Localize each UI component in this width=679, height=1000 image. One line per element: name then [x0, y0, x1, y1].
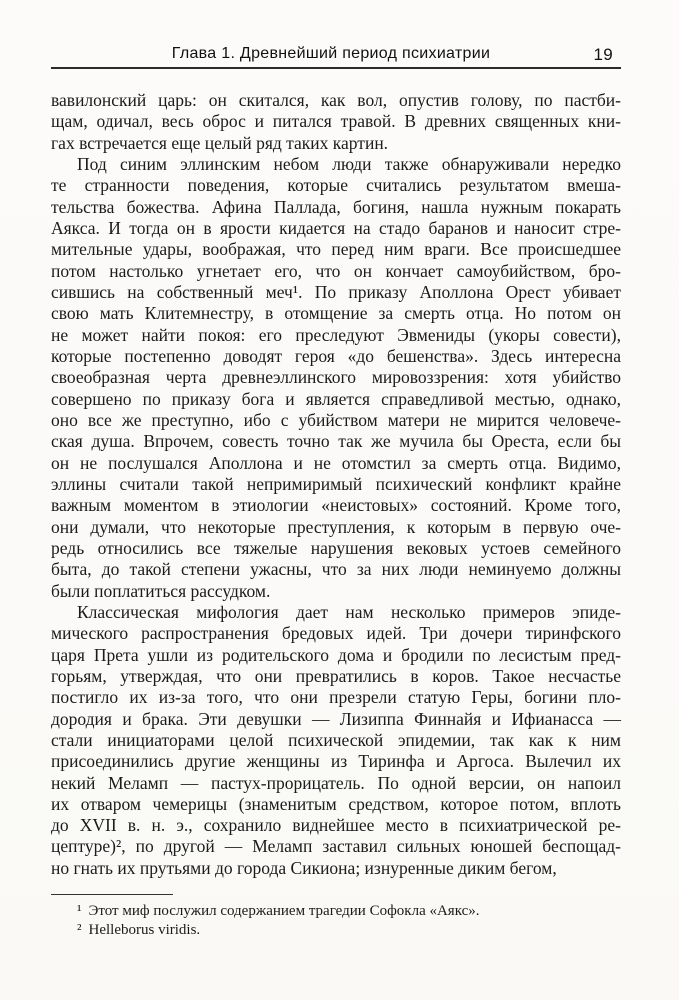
- text-line: оно все же преступно, ибо с убийством матери не мирится человече-: [51, 409, 621, 430]
- text-line: сившись на собственный меч¹. По приказу Аполлона Орест убивает: [51, 281, 621, 302]
- running-head: [51, 0, 621, 65]
- text-line: дородия и брака. Эти девушки — Лизиппа Финнайя и Ифианасса —: [51, 708, 621, 729]
- footnote-rule: [51, 894, 173, 895]
- chapter-title: Глава 1. Древнейший период психиатрии: [171, 45, 491, 62]
- text-line: те странности поведения, которые считались результатом вмеша-: [51, 175, 621, 196]
- text-line: царя Прета ушли из родительского дома и бродили по лесистым пред-: [51, 644, 621, 665]
- text-line: которые постепенно доводят героя «до бешенства». Здесь интересна: [51, 345, 621, 366]
- text-line: не может найти покоя: его преследуют Эвмениды (укоры совести),: [51, 324, 621, 345]
- footnote-marker: ¹: [77, 903, 82, 920]
- text-line: мительные удары, воображая, что перед ним враги. Все происшедшее: [51, 239, 621, 260]
- text-line: горьям, утверждая, что они превратились в коров. Такое несчастье: [51, 665, 621, 686]
- text-line: тельства божества. Афина Паллада, богиня, нашла нужным покарать: [51, 196, 621, 217]
- page-number: 19: [593, 45, 613, 64]
- footnote-list: [51, 902, 621, 940]
- text-line: свою мать Клитемнестру, в отомщение за смерть отца. Но потом он: [51, 303, 621, 324]
- text-line: быта, до такой степени ужасны, что за них люди неминуемо должны: [51, 559, 621, 580]
- text-line: присоединились другие женщины из Тиринфа и Аргоса. Вылечил их: [51, 751, 621, 772]
- text-line: своеобразная черта древнеэллинского мировоззрения: хотя убийство: [51, 367, 621, 388]
- text-line: мического распространения бредовых идей. Три дочери тиринфского: [51, 623, 621, 644]
- text-line: гах встречается еще целый ряд таких картин.: [51, 132, 389, 153]
- text-line: цептуре)², по другой — Меламп заставил сильных юношей беспощад-: [51, 836, 621, 857]
- text-line: их отваром чемерицы (знаменитым средством, которое потом, вплоть: [51, 793, 621, 814]
- text-line: эллины считали такой непримиримый психический конфликт крайне: [51, 473, 621, 494]
- text-line: он не послушался Аполлона и не отомстил за смерть отца. Видимо,: [51, 452, 621, 473]
- text-line: щам, одичал, весь оброс и питался травой. В древних священных кни-: [51, 111, 621, 132]
- text-line: были поплатиться рассудком.: [51, 580, 271, 601]
- text-line: Под синим эллинским небом люди также обнаруживали нередко: [77, 153, 621, 174]
- text-line: до XVII в. н. э., сохранило виднейшее место в психиатрической ре-: [51, 815, 621, 836]
- text-line: совершено по приказу бога и является справедливой местью, однако,: [51, 388, 621, 409]
- text-line: ская душа. Впрочем, совесть точно так же мучила бы Ореста, если бы: [51, 431, 621, 452]
- text-line: потом настолько угнетает его, что он кончает самоубийством, бро-: [51, 260, 621, 281]
- footnote-marker: ²: [77, 922, 82, 939]
- text-line: важным моментом в этиологии «неистовых» состояний. Кроме того,: [51, 495, 621, 516]
- text-line: Аякса. И тогда он в ярости кидается на стадо баранов и наносит стре-: [51, 217, 621, 238]
- footnote-text: Этот миф послужил содержанием трагедии Софокла «Аякс».: [88, 903, 480, 920]
- body-text: [51, 90, 621, 879]
- footnote: [51, 902, 621, 921]
- footnote: [51, 921, 621, 940]
- text-line: Классическая мифология дает нам несколько примеров эпиде-: [77, 601, 621, 622]
- footnote-text: Helleborus viridis.: [88, 922, 201, 939]
- text-line: некий Меламп — пастух-прорицатель. По одной версии, он напоил: [51, 772, 621, 793]
- text-line: редь относились все тяжелые нарушения вековых устоев семейного: [51, 537, 621, 558]
- header-rule: [51, 67, 621, 69]
- text-line: стали инициаторами целой психической эпидемии, так как к ним: [51, 729, 621, 750]
- text-line: вавилонский царь: он скитался, как вол, опустив голову, по пастби-: [51, 90, 621, 110]
- text-line: но гнать их прутьями до города Сикиона; изнуренные диким бегом,: [51, 857, 557, 878]
- text-line: постигло их из-за того, что они презрели статую Геры, богини пло-: [51, 687, 621, 708]
- footnotes-section: [51, 894, 621, 940]
- text-line: они думали, что некоторые преступления, к которым в первую оче-: [51, 516, 621, 537]
